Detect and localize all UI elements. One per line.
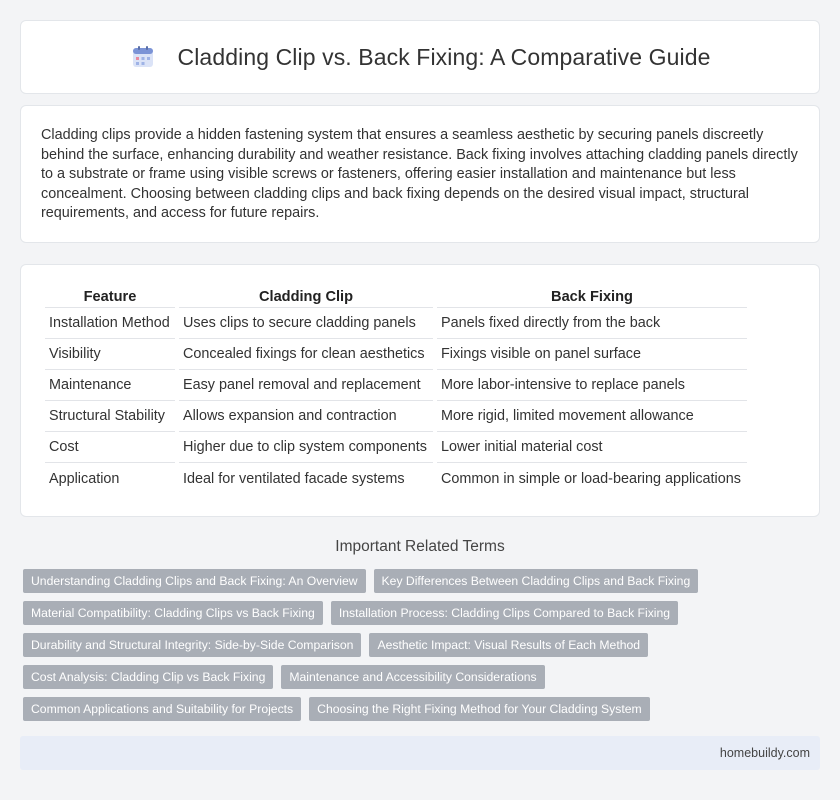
comparison-table [41, 283, 751, 494]
tag-row [23, 569, 813, 593]
related-term-tag[interactable]: Maintenance and Accessibility Considerations [281, 665, 544, 689]
table-cell: More rigid, limited movement allowance [437, 401, 747, 432]
tag-row [23, 601, 813, 625]
table-cell: Structural Stability [45, 401, 175, 432]
table-cell: Uses clips to secure cladding panels [179, 308, 433, 339]
header-back-fixing: Back Fixing [437, 283, 747, 308]
related-term-tag[interactable]: Common Applications and Suitability for Projects [23, 697, 301, 721]
table-cell: Common in simple or load-bearing applications [441, 470, 741, 487]
related-term-tag[interactable]: Durability and Structural Integrity: Side-by-Side Comparison [23, 633, 361, 657]
related-term-tag[interactable]: Aesthetic Impact: Visual Results of Each Method [369, 633, 648, 657]
table-cell: Allows expansion and contraction [179, 401, 433, 432]
related-term-tag[interactable]: Key Differences Between Cladding Clips and Back Fixing [374, 569, 699, 593]
table-cell: Concealed fixings for clean aesthetics [179, 339, 433, 370]
table-cell: Higher due to clip system components [179, 432, 433, 463]
table-cell: Fixings visible on panel surface [437, 339, 747, 370]
intro-text: Cladding clips provide a hidden fastening system that ensures a seamless aesthetic by securing panels discreetly behind the surface, enhancing durability and weather resistance. Back fixing involves attaching cladding panels directly to a substrate or frame using visible screws or fasteners, offering easier installation and maintenance but less concealment. Choosing between cladding clips and back fixing depends on the desired visual impact, structural requirements, and access for future repairs. [41, 127, 798, 222]
title-card [20, 20, 820, 94]
table-cell: Lower initial material cost [437, 432, 747, 463]
table-row [45, 432, 747, 463]
table-header-row [45, 283, 747, 308]
table-cell: Panels fixed directly from the back [437, 308, 747, 339]
header-cladding-clip: Cladding Clip [179, 283, 433, 308]
table-row [45, 401, 747, 432]
calendar-icon [130, 44, 156, 70]
comparison-table-card [20, 264, 820, 517]
related-terms-list [23, 569, 813, 729]
table-row [45, 370, 747, 401]
table-cell: Application [49, 470, 120, 487]
related-terms-title: Important Related Terms [335, 538, 505, 555]
table-row [45, 463, 747, 494]
table-cell: Visibility [45, 339, 175, 370]
related-term-tag[interactable]: Cost Analysis: Cladding Clip vs Back Fixing [23, 665, 273, 689]
footer [20, 736, 820, 770]
related-term-tag[interactable]: Choosing the Right Fixing Method for Your Cladding System [309, 697, 650, 721]
related-term-tag[interactable]: Material Compatibility: Cladding Clips vs Back Fixing [23, 601, 323, 625]
header-feature: Feature [45, 283, 175, 308]
table-cell: Installation Method [45, 308, 175, 339]
table-cell: More labor-intensive to replace panels [437, 370, 747, 401]
table-cell: Cost [45, 432, 175, 463]
table-cell: Maintenance [45, 370, 175, 401]
table-row [45, 308, 747, 339]
tag-row [23, 697, 813, 721]
tag-row [23, 633, 813, 657]
table-cell: Easy panel removal and replacement [179, 370, 433, 401]
table-row [45, 339, 747, 370]
related-term-tag[interactable]: Understanding Cladding Clips and Back Fixing: An Overview [23, 569, 366, 593]
table-cell: Ideal for ventilated facade systems [183, 470, 405, 487]
page-title: Cladding Clip vs. Back Fixing: A Comparative Guide [177, 43, 711, 70]
footer-site-link[interactable]: homebuildy.com [719, 746, 810, 760]
related-term-tag[interactable]: Installation Process: Cladding Clips Compared to Back Fixing [331, 601, 678, 625]
tag-row [23, 665, 813, 689]
intro-card [20, 105, 820, 243]
